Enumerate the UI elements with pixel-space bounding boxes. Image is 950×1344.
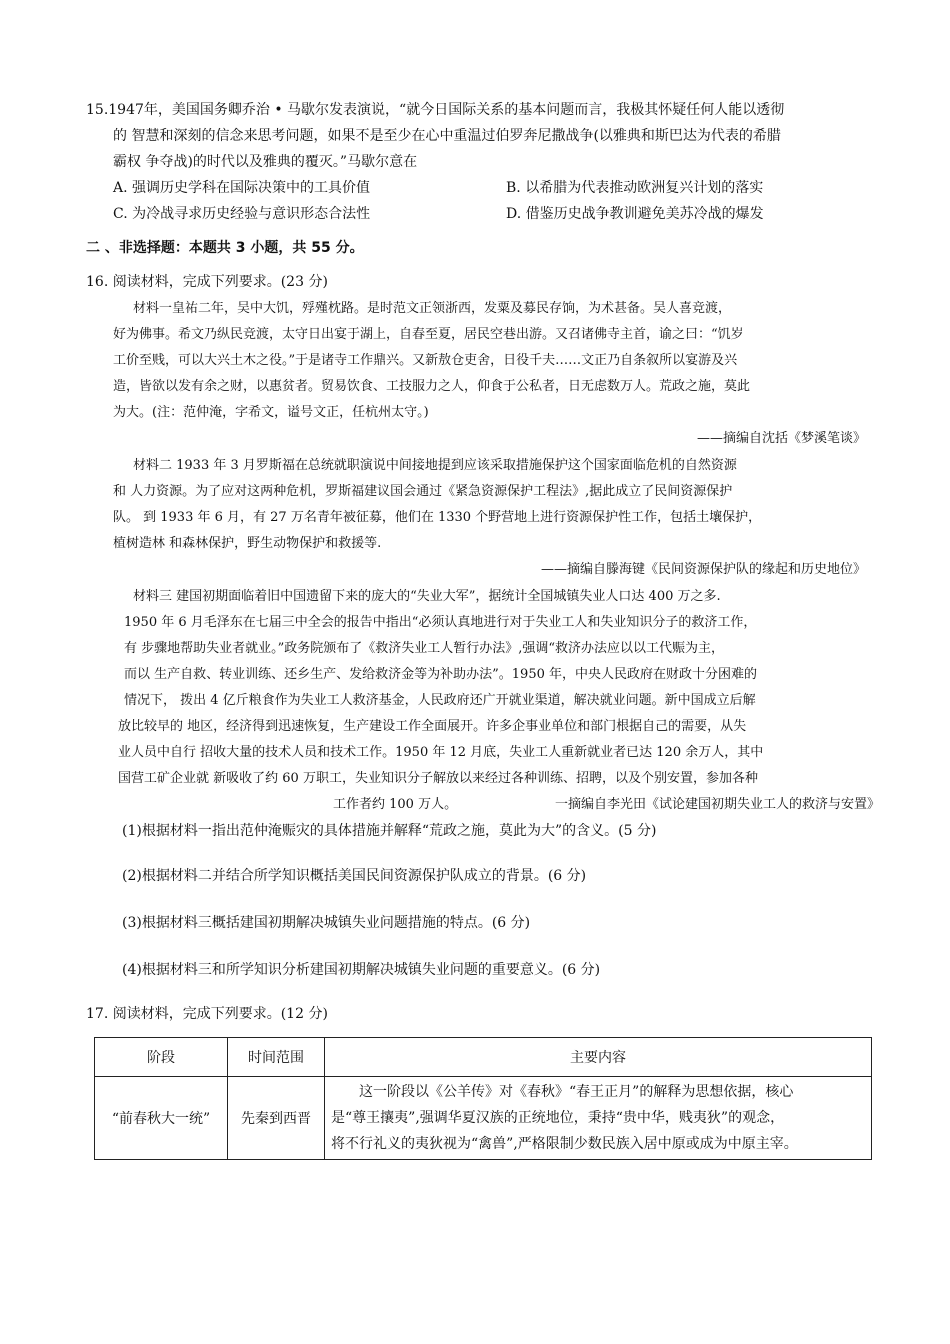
material3-line-6: 放比较早的 地区，经济得到迅速恢复，生产建设工作全面展开。许多企事业单位和部门根据自己的需要，从失: [118, 719, 747, 734]
section-heading: 二 、非选择题：本题共 3 小题，共 55 分。: [86, 240, 364, 256]
q16-question-4: (4)根据材料三和所学知识分析建国初期解决城镇失业问题的重要意义。(6 分): [122, 962, 601, 978]
material1-line-5: 为大。(注：范仲淹，字希文，谥号文正，任杭州太守。): [113, 405, 429, 420]
q15-option-d: D. 借鉴历史战争教训避免美苏冷战的爆发: [506, 206, 764, 222]
material3-line-3: 有 步骤地帮助失业者就业。”政务院颁布了《救济失业工人暂行办法》,强调“救济办法应以以工代赈为主，: [124, 641, 725, 656]
header-content: 主要内容: [325, 1038, 872, 1077]
material3-line-4: 而以 生产自救、转业训练、还乡生产、发给救济金等为补助办法”。1950 年，中央人民政府在财政十分困难的: [124, 667, 757, 682]
cell-period: 先秦到西晋: [228, 1077, 325, 1160]
material1-line-4: 造，皆欲以发有余之财，以惠贫者。贸易饮食、工技服力之人，仰食于公私者，日无虑数万人。荒政之施，莫此: [113, 379, 751, 394]
table-header-row: [95, 1038, 872, 1077]
q15-stem-line-1: 15.1947年，美国国务卿乔治 • 马歇尔发表演说，“就今日国际关系的基本问题而言，我极其怀疑任何人能以透彻: [86, 102, 785, 118]
material3-line-2: 1950 年 6 月毛泽东在七届三中全会的报告中指出“必须认真地进行对于失业工人和失业知识分子的救济工作，: [124, 615, 757, 630]
q15-option-b: B. 以希腊为代表推动欧洲复兴计划的落实: [506, 180, 764, 196]
q16-question-2: (2)根据材料二并结合所学知识概括美国民间资源保护队成立的背景。(6 分): [122, 868, 587, 884]
material1-line-1: 材料一皇祐二年，吴中大饥，殍殣枕路。是时范文正领浙西，发粟及募民存饷，为术甚备。吴人喜竞渡，: [133, 301, 732, 316]
cell-content: [325, 1077, 872, 1160]
material2-line-4: 植树造林 和森林保护，野生动物保护和救援等.: [113, 536, 382, 551]
material1-line-3: 工价至贱，可以大兴土木之役。”于是诸寺工作鼎兴。又新敖仓吏舍，日役千夫……文正乃自条叙所以宴游及兴: [113, 353, 738, 368]
material2-line-1: 材料二 1933 年 3 月罗斯福在总统就职演说中间接地提到应该采取措施保护这个国家面临危机的自然资源: [133, 458, 737, 473]
material3-line-5: 情况下， 拨出 4 亿斤粮食作为失业工人救济基金，人民政府还广开就业渠道，解决就业问题。新中国成立后解: [124, 693, 756, 708]
material2-line-3: 队。 到 1933 年 6 月，有 27 万名青年被征募，他们在 1330 个野营地上进行资源保护性工作，包括土壤保护，: [113, 510, 762, 525]
content-line-1: 这一阶段以《公羊传》对《春秋》“春王正月”的解释为思想依据，核心: [331, 1084, 794, 1100]
cell-stage: “前春秋大一统”: [95, 1077, 228, 1160]
q15-stem-line-2: 的 智慧和深刻的信念来思考问题，如果不是至少在心中重温过伯罗奔尼撒战争(以雅典和斯巴达为代表的希腊: [113, 128, 781, 144]
q16-question-3: (3)根据材料三概括建国初期解决城镇失业问题措施的特点。(6 分): [122, 915, 531, 931]
material1-line-2: 好为佛事。希文乃纵民竞渡，太守日出宴于湖上，自春至夏，居民空巷出游。又召诸佛寺主首，谕之曰：“饥岁: [113, 327, 744, 342]
q15-stem-line-3: 霸权 争夺战)的时代以及雅典的覆灭。”马歇尔意在: [113, 154, 418, 170]
material2-line-2: 和 人力资源。为了应对这两种危机，罗斯福建议国会通过《紧急资源保护工程法》,据此成立了民间资源保护: [113, 484, 733, 499]
content-line-3: 将不行礼义的夷狄视为“禽兽”,严格限制少数民族入居中原或成为中原主宰。: [331, 1136, 798, 1152]
material2-source: ——摘编自滕海键《民间资源保护队的缘起和历史地位》: [540, 562, 866, 577]
material3-line-8: 国营工矿企业就 新吸收了约 60 万职工，失业知识分子解放以来经过各种训练、招聘，以及个别安置，参加各种: [118, 771, 758, 786]
header-period: 时间范围: [228, 1038, 325, 1077]
table-row: [95, 1077, 872, 1160]
q15-option-a: A. 强调历史学科在国际决策中的工具价值: [113, 180, 371, 196]
q17-stem: 17. 阅读材料，完成下列要求。(12 分): [86, 1006, 328, 1022]
material3-line-1: 材料三 建国初期面临着旧中国遗留下来的庞大的“失业大军”，据统计全国城镇失业人口达 400 万之多.: [133, 589, 721, 604]
q15-option-c: C. 为冷战寻求历史经验与意识形态合法性: [113, 206, 371, 222]
material1-source: ——摘编自沈括《梦溪笔谈》: [696, 431, 866, 446]
content-line-2: 是“尊王攘夷”,强调华夏汉族的正统地位，秉持“贵中华，贱夷狄”的观念，: [331, 1110, 785, 1126]
q16-stem: 16. 阅读材料，完成下列要求。(23 分): [86, 274, 328, 290]
header-stage: 阶段: [95, 1038, 228, 1077]
material3-source: 一摘编自李光田《试论建国初期失业工人的救济与安置》: [554, 797, 880, 812]
material3-last-line: 工作者约 100 万人。: [333, 797, 458, 812]
q16-question-1: (1)根据材料一指出范仲淹赈灾的具体措施并解释“荒政之施，莫此为大”的含义。(5 分): [122, 823, 657, 839]
material3-line-7: 业人员中自行 招收大量的技术人员和技术工作。1950 年 12 月底，失业工人重新就业者已达 120 余万人，其中: [118, 745, 764, 760]
q17-table: [94, 1037, 872, 1160]
